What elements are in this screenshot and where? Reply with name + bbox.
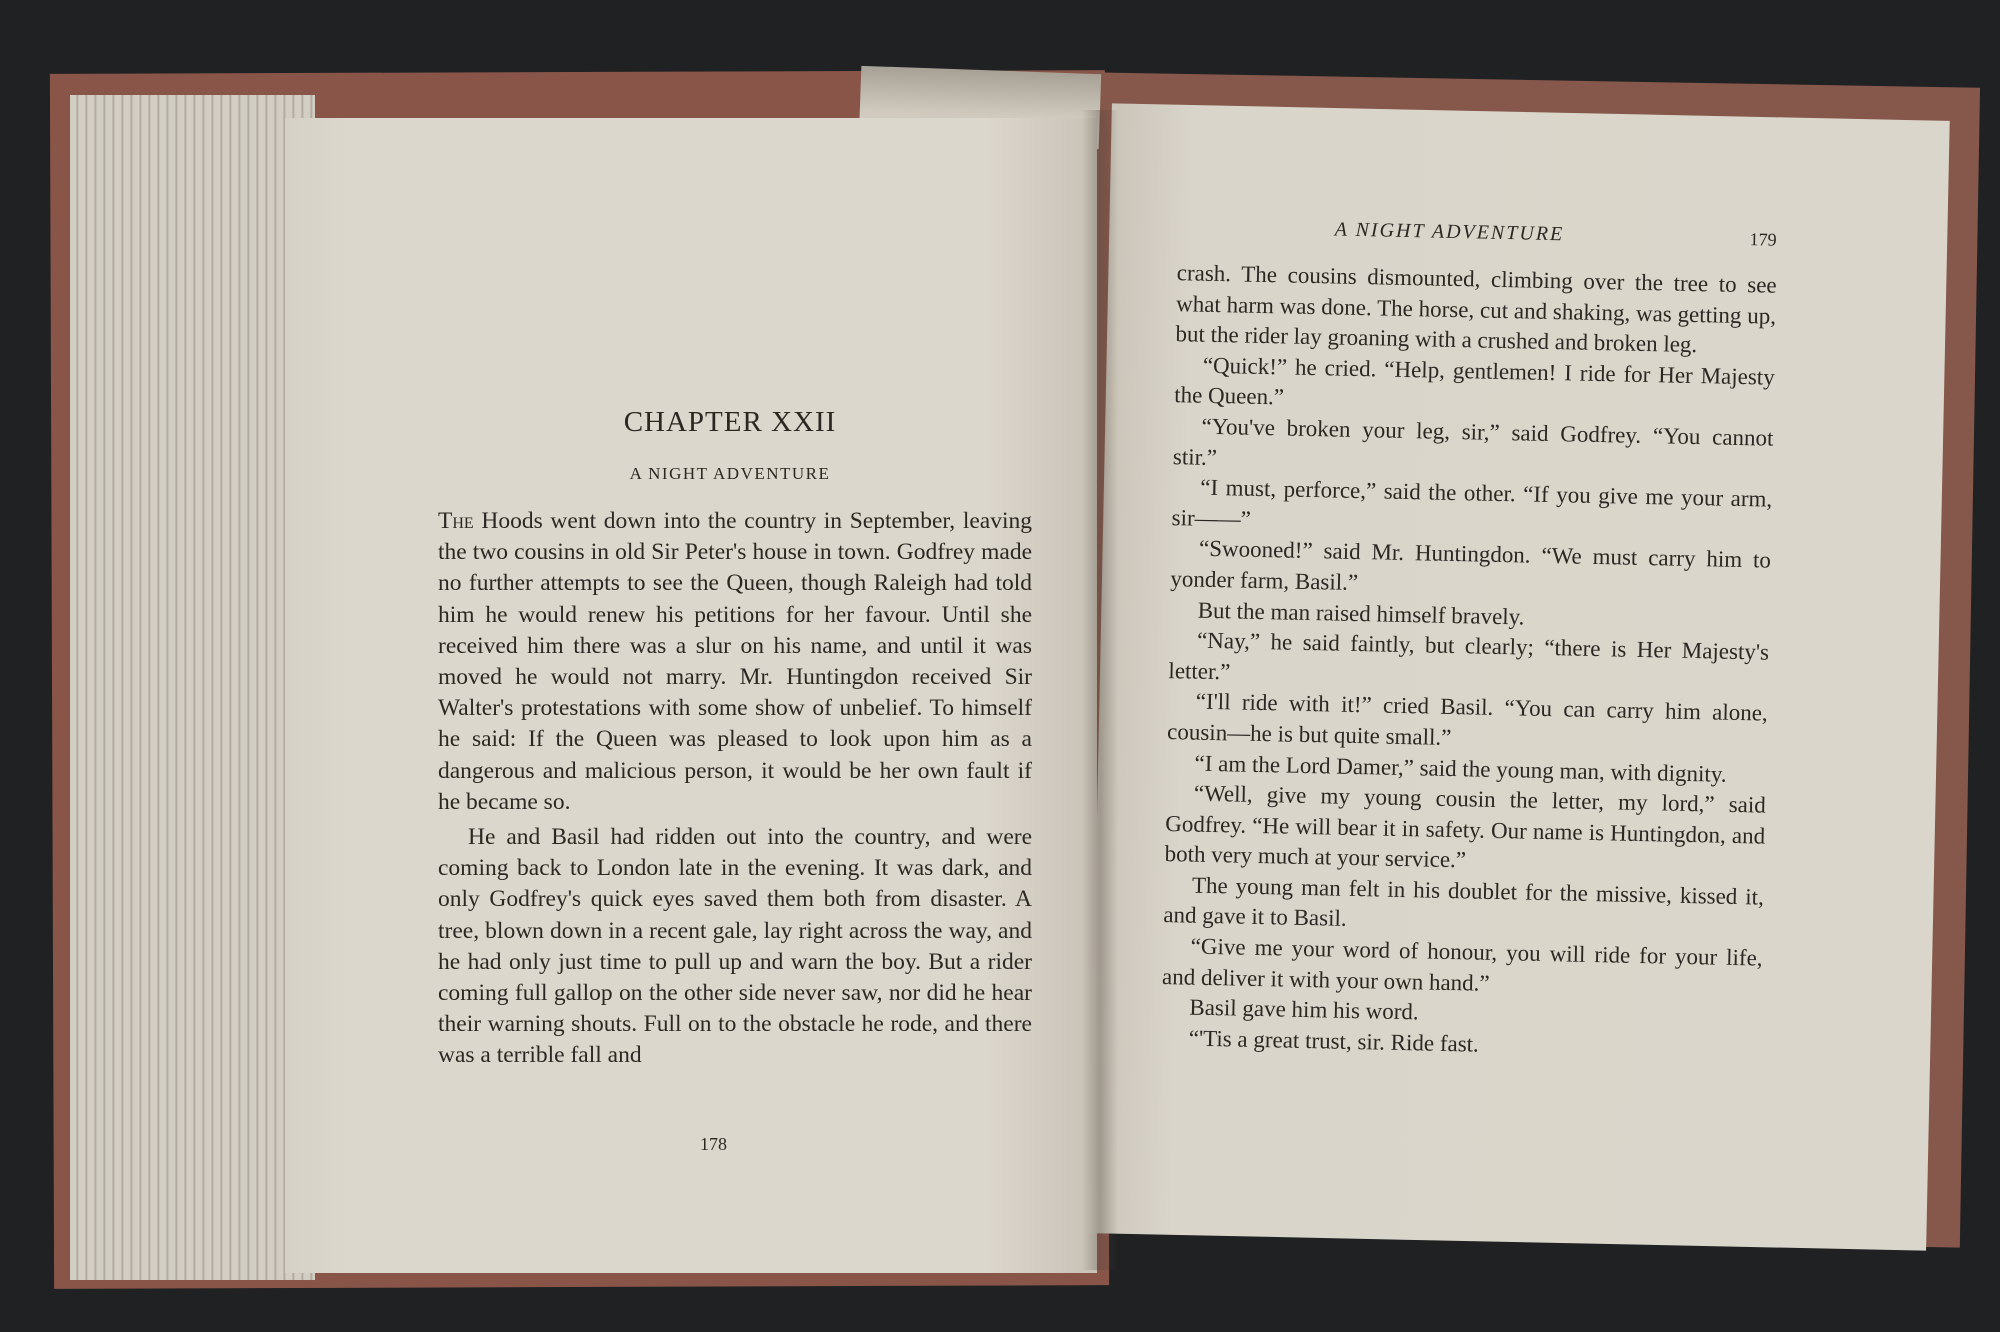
paragraph-text: Hoods went down into the country in September, leaving the two cousins in old Sir Peter's house in town. Godfrey made no further attempts to see the Queen, though Raleigh had told him he would renew his petitions for her favour. Until she received him there was a slur on his name, and until it was moved he would not marry. Mr. Huntingdon received Sir Walter's protestations with some show of unbelief. To himself he said: If the Queen was pleased to look upon him as a dangerous and malicious person, it would be her own fault if he became so. <box>438 508 1032 815</box>
gutter-shadow <box>1082 110 1118 1270</box>
paragraph: The young man felt in his doublet for the missive, kissed it, and gave it to Basil. <box>1163 872 1765 932</box>
paragraph: crash. The cousins dismounted, climbing over the tree to see what harm was done. The horse, cut and shaking, was getting up, but the rider lay groaning with a crushed and broken leg. <box>1175 260 1777 358</box>
page-number-right: 179 <box>1749 229 1777 250</box>
paragraph: Basil gave him his word. <box>1189 994 1419 1025</box>
chapter-title: CHAPTER XXII <box>623 406 837 438</box>
running-head: A NIGHT ADVENTURE <box>1334 218 1565 246</box>
paragraph: “'Tis a great trust, sir. Ride fast. <box>1188 1025 1480 1057</box>
paragraph: “Give me your word of honour, you will ride for your life, and deliver it with your own hand.” <box>1161 933 1763 996</box>
paragraph <box>438 506 1032 818</box>
paragraph: “I'll ride with it!” cried Basil. “You can carry him alone, cousin—he is but quite small.” <box>1166 688 1768 750</box>
paragraph: “Quick!” he cried. “Help, gentlemen! I ride for Her Majesty the Queen.” <box>1173 352 1776 410</box>
chapter-subtitle: A NIGHT ADVENTURE <box>629 464 831 483</box>
left-page-body <box>438 506 1032 1072</box>
paragraph: But the man raised himself bravely. <box>1197 597 1525 630</box>
paragraph: “Nay,” he said faintly, but clearly; “there is Her Majesty's letter.” <box>1168 627 1770 685</box>
right-page-body <box>1160 258 1777 1066</box>
paragraph: “Swooned!” said Mr. Huntingdon. “We must carry him to yonder farm, Basil.” <box>1170 536 1772 595</box>
drop-word: The <box>438 508 474 534</box>
page-number-left: 178 <box>700 1134 727 1154</box>
paragraph: “I am the Lord Damer,” said the young man, with dignity. <box>1194 750 1727 787</box>
page-edges <box>70 95 315 1280</box>
paragraph: “I must, perforce,” said the other. “If you give me your arm, sir——” <box>1171 474 1773 532</box>
paragraph: “Well, give my young cousin the letter, my lord,” said Godfrey. “He will bear it in safety. Our name is Huntingdon, and both very much at your service.” <box>1164 780 1767 873</box>
paragraph: “You've broken your leg, sir,” said Godfrey. “You cannot stir.” <box>1172 413 1774 470</box>
paragraph: He and Basil had ridden out into the country, and were coming back to London late in the evening. It was dark, and only Godfrey's quick eyes saved them both from disaster. A tree, blown down in a recent gale, lay right across the way, and he had only just time to pull up and warn the boy. But a rider coming full gallop on the other side never saw, nor did he hear their warning shouts. Full on to the obstacle he rode, and there was a terrible fall and <box>438 824 1032 1069</box>
